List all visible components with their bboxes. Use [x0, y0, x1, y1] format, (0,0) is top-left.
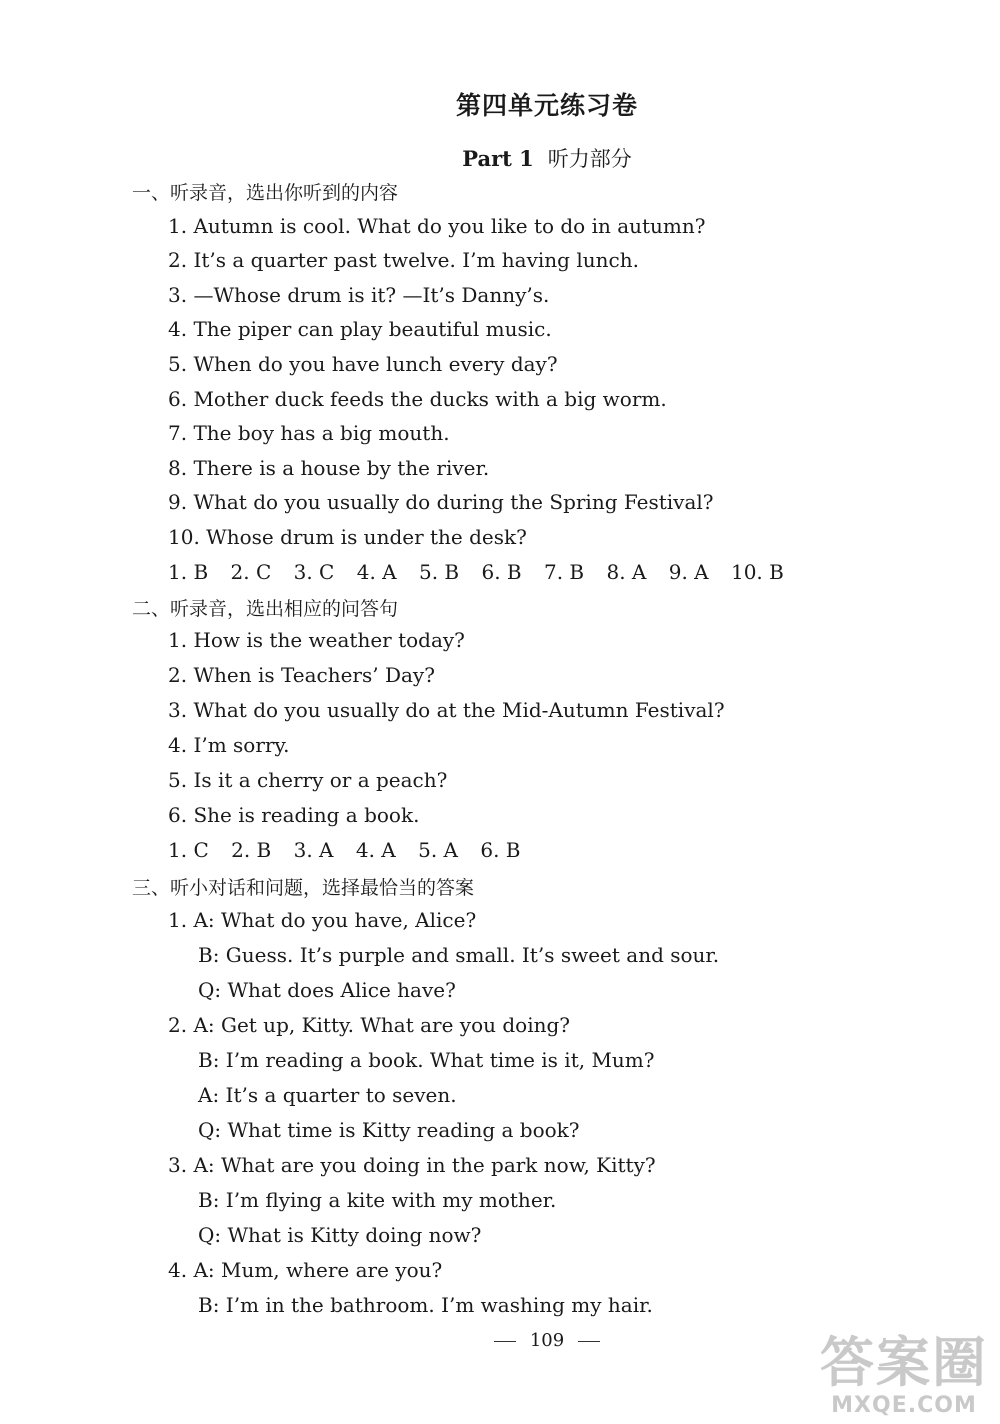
answer: 8. A	[606, 560, 647, 584]
answer: 3. A	[293, 838, 334, 862]
answer: 5. A	[418, 838, 458, 862]
section1-item: 5. When do you have lunch every day?	[168, 352, 558, 376]
dialogue-line: B: I’m reading a book. What time is it, Mum?	[198, 1048, 655, 1072]
answer: 6. B	[480, 838, 521, 862]
answer: 9. A	[668, 560, 709, 584]
answer: 5. B	[418, 560, 460, 584]
dialogue-line: B: I’m in the bathroom. I’m washing my hair.	[198, 1293, 653, 1317]
answer: 4. A	[355, 838, 396, 862]
answer: 7. B	[543, 560, 585, 584]
section1-item: 4. The piper can play beautiful music.	[168, 317, 552, 341]
section2-heading: 二、听录音，选出相应的问答句	[132, 598, 399, 620]
dialogue-line: B: Guess. It’s purple and small. It’s sweet and sour.	[198, 943, 720, 967]
section2-answers	[168, 838, 537, 862]
dialogue-line: B: I’m flying a kite with my mother.	[198, 1188, 557, 1212]
answer: 10. B	[730, 560, 784, 584]
part-subtitle: 听力部分	[547, 147, 632, 171]
dialogue-question: Q: What does Alice have?	[198, 978, 456, 1002]
dialogue-line: 1. A: What do you have, Alice?	[168, 908, 477, 932]
part-label: Part 1	[462, 146, 534, 171]
dialogue-line: 2. A: Get up, Kitty. What are you doing?	[168, 1013, 571, 1037]
section1-item: 10. Whose drum is under the desk?	[168, 525, 527, 549]
watermark-text: 答案圈	[820, 1331, 988, 1394]
section1-heading: 一、听录音，选出你听到的内容	[132, 182, 399, 204]
answer: 2. B	[231, 838, 272, 862]
watermark-logo	[820, 1333, 988, 1418]
page-number-dash	[578, 1341, 600, 1342]
section1-item: 1. Autumn is cool. What do you like to do in autumn?	[168, 214, 706, 238]
section1-item: 6. Mother duck feeds the ducks with a big worm.	[168, 387, 667, 411]
section1-item: 2. It’s a quarter past twelve. I’m having lunch.	[168, 248, 639, 272]
page-title: 第四单元练习卷	[455, 91, 638, 120]
dialogue-line: A: It’s a quarter to seven.	[198, 1083, 457, 1107]
dialogue-question: Q: What is Kitty doing now?	[198, 1223, 482, 1247]
section3-heading: 三、听小对话和问题，选择最恰当的答案	[132, 877, 475, 899]
section2-item: 2. When is Teachers’ Day?	[168, 663, 435, 687]
dialogue-line: 3. A: What are you doing in the park now, Kitty?	[168, 1153, 656, 1177]
answer: 1. C	[168, 838, 209, 862]
page-number-dash	[494, 1341, 516, 1342]
dialogue-line: 4. A: Mum, where are you?	[168, 1258, 443, 1282]
answer: 4. A	[356, 560, 397, 584]
section1-item: 7. The boy has a big mouth.	[168, 421, 450, 445]
answer: 2. C	[230, 560, 272, 584]
part-heading	[0, 143, 1000, 173]
section1-answers	[168, 560, 800, 584]
section2-item: 1. How is the weather today?	[168, 628, 465, 652]
section1-item: 3. —Whose drum is it? —It’s Danny’s.	[168, 283, 550, 307]
dialogue-question: Q: What time is Kitty reading a book?	[198, 1118, 580, 1142]
answer: 6. B	[481, 560, 522, 584]
page-number-value: 109	[529, 1330, 565, 1351]
answer: 1. B	[168, 560, 209, 584]
section1-item: 9. What do you usually do during the Spring Festival?	[168, 490, 714, 514]
section2-item: 3. What do you usually do at the Mid-Autumn Festival?	[168, 698, 725, 722]
section2-item: 4. I’m sorry.	[168, 733, 290, 757]
section2-item: 5. Is it a cherry or a peach?	[168, 768, 448, 792]
watermark-domain: MXQE.COM	[831, 1393, 977, 1418]
section1-item: 8. There is a house by the river.	[168, 456, 490, 480]
answer: 3. C	[293, 560, 335, 584]
section2-item: 6. She is reading a book.	[168, 803, 420, 827]
